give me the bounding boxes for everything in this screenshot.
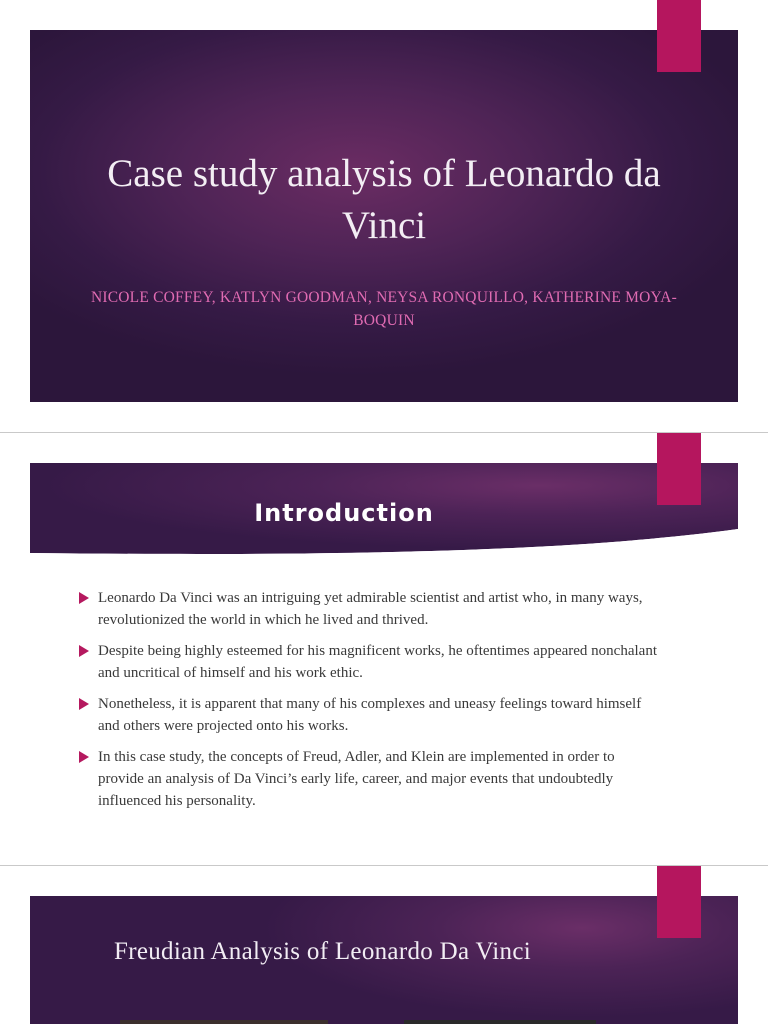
list-item: [78, 587, 658, 631]
triangle-right-icon: [79, 592, 89, 604]
bullet-text: In this case study, the concepts of Freud, Adler, and Klein are implemented in order to provide an analysis of Da Vinci’s early life, career, and major events that undoubtedly influenced his personality.: [98, 749, 615, 809]
list-item: [78, 746, 658, 812]
introduction-slide: [0, 433, 768, 865]
slide-title: Freudian Analysis of Leonardo Da Vinci: [114, 938, 531, 965]
artwork-image: [404, 1020, 596, 1024]
bullet-text: Nonetheless, it is apparent that many of his complexes and uneasy feelings toward himself and others were projected onto his works.: [98, 696, 642, 734]
title-slide: [0, 0, 768, 432]
triangle-right-icon: [79, 645, 89, 657]
triangle-right-icon: [79, 751, 89, 763]
bullet-text: Leonardo Da Vinci was an intriguing yet admirable scientist and artist who, in many ways, revolutionized the world in which he lived and thrived.: [98, 590, 643, 628]
list-item: [78, 693, 658, 737]
section-heading: Introduction: [254, 499, 434, 527]
accent-tab: [657, 0, 701, 72]
portrait-image: [120, 1020, 328, 1024]
list-item: [78, 640, 658, 684]
bullet-list: [78, 587, 658, 821]
authors-subtitle: NICOLE COFFEY, KATLYN GOODMAN, NEYSA RONQUILLO, KATHERINE MOYA- BOQUIN: [91, 289, 677, 329]
freudian-analysis-slide: [0, 866, 768, 1024]
presentation-title: Case study analysis of Leonardo da Vinci: [107, 152, 661, 247]
triangle-right-icon: [79, 698, 89, 710]
accent-tab: [657, 866, 701, 938]
bullet-text: Despite being highly esteemed for his magnificent works, he oftentimes appeared nonchalant and uncritical of himself and his work ethic.: [98, 643, 657, 681]
accent-tab: [657, 433, 701, 505]
